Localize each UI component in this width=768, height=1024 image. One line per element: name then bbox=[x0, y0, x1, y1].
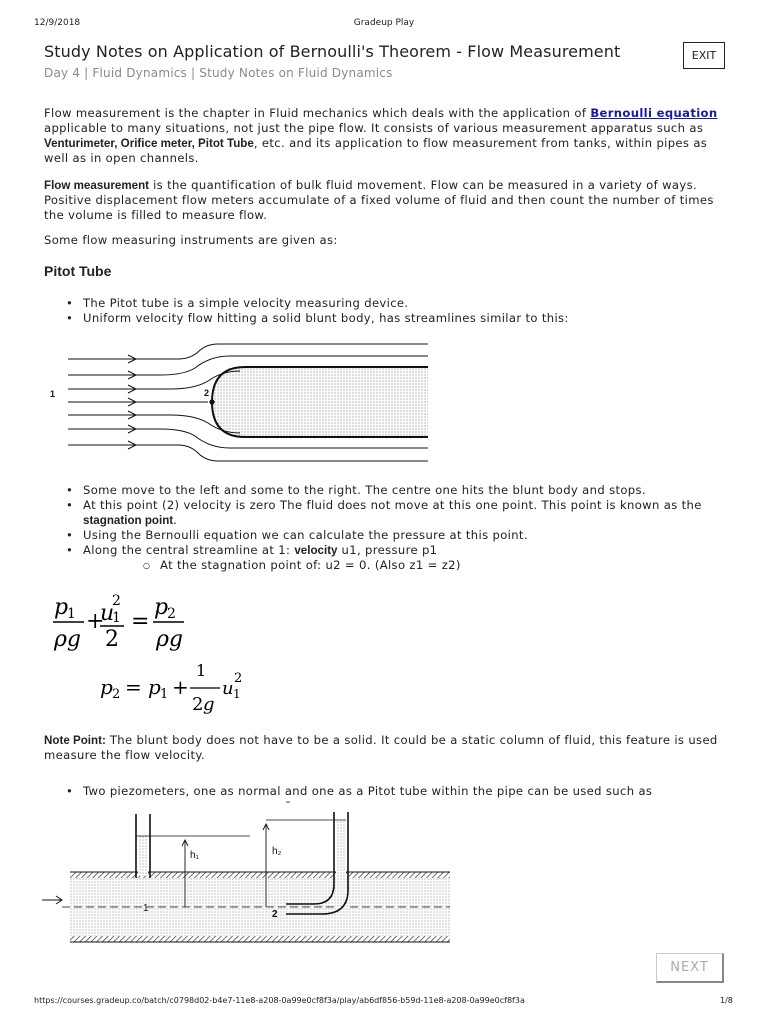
print-page-number: 1/8 bbox=[720, 996, 733, 1005]
note-point-label: Note Point: bbox=[44, 734, 106, 747]
svg-text:1: 1 bbox=[160, 687, 169, 702]
stagnation-text-a: At this point (2) velocity is zero The fluid does not move at this one point. This point is known as the bbox=[83, 498, 702, 512]
equation-1-graphic bbox=[48, 588, 248, 654]
sub-list-item: ○ At the stagnation point of: u2 = 0. (Also z1 = z2) bbox=[83, 558, 734, 573]
definition-paragraph bbox=[44, 178, 724, 223]
stagnation-point-term: stagnation point bbox=[83, 514, 174, 527]
instruments-intro: Some flow measuring instruments are given as: bbox=[44, 233, 338, 247]
pitot-list-1 bbox=[44, 296, 734, 326]
piezometer-pitot-figure bbox=[40, 800, 460, 950]
streamline-bottom-outer bbox=[68, 445, 428, 461]
svg-text:=: = bbox=[125, 675, 142, 699]
exit-button[interactable]: EXIT bbox=[683, 42, 725, 69]
stagnation-text-b: . bbox=[173, 513, 178, 527]
note-point-paragraph bbox=[44, 733, 724, 763]
pitot-tube-heading: Pitot Tube bbox=[44, 263, 112, 279]
svg-text:=: = bbox=[131, 609, 150, 634]
blunt-body-streamline-figure bbox=[40, 335, 440, 470]
svg-text:2: 2 bbox=[167, 606, 176, 622]
piezometer-list bbox=[44, 784, 734, 799]
label-h1: h₁ bbox=[190, 850, 199, 861]
figure1-label-2: 2 bbox=[204, 388, 210, 398]
list-item bbox=[44, 543, 734, 573]
svg-text:u: u bbox=[222, 678, 234, 699]
list-item: • Some move to the left and some to the right. The centre one hits the blunt body and stops. bbox=[44, 483, 734, 498]
bernoulli-equation-link[interactable]: Bernoulli equation bbox=[590, 106, 718, 120]
print-date: 12/9/2018 bbox=[34, 18, 81, 28]
pitot-list-2 bbox=[44, 483, 734, 573]
svg-text:+: + bbox=[172, 675, 189, 699]
svg-text:p: p bbox=[154, 595, 169, 620]
blunt-body-shape bbox=[212, 367, 428, 437]
pitot-fluid bbox=[336, 820, 346, 908]
intro-text-c: , etc. and its application to flow measurement from tanks, within pipes as well as in open channels. bbox=[44, 136, 708, 165]
stagnation-point-dot bbox=[209, 399, 214, 404]
list-item: • The Pitot tube is a simple velocity measuring device. bbox=[44, 296, 734, 311]
streamline-top-outer bbox=[68, 344, 218, 359]
print-app-name: Gradeup Play bbox=[353, 18, 415, 28]
svg-text:2: 2 bbox=[192, 694, 204, 715]
svg-text:g: g bbox=[203, 694, 215, 715]
page-subtitle: Day 4 | Fluid Dynamics | Study Notes on Fluid Dynamics bbox=[44, 66, 393, 80]
velocity-term: velocity bbox=[294, 544, 338, 557]
equation-2-graphic bbox=[96, 656, 286, 716]
svg-text:1: 1 bbox=[112, 610, 121, 626]
definition-text: is the quantification of bulk fluid movement. Flow can be measured in a variety of ways. Positive displacement flow meters accumulate of a fixed volume of fluid and then count the number of times the volume is filled to measure flow. bbox=[44, 178, 714, 222]
flow-arrow bbox=[42, 896, 62, 904]
piezometer-fluid bbox=[138, 836, 148, 876]
list-item: • Two piezometers, one as normal and one as a Pitot tube within the pipe can be used such as bbox=[44, 784, 734, 799]
svg-text:2: 2 bbox=[234, 671, 243, 686]
print-url: https://courses.gradeup.co/batch/c0798d02-b4e7-11e8-a208-0a99e0cf8f3a/play/ab6df856-b59d-11e8-a208-0a99e0cf8f3a bbox=[34, 996, 525, 1005]
svg-text:1: 1 bbox=[233, 687, 241, 701]
label-point-1: 1 bbox=[143, 903, 149, 914]
streamline-text-a: Along the central streamline at 1: bbox=[83, 543, 295, 557]
svg-text:1: 1 bbox=[67, 606, 76, 622]
pipe-wall-top bbox=[70, 872, 450, 878]
figure1-label-1: 1 bbox=[50, 389, 56, 399]
label-h2: h₂ bbox=[272, 846, 282, 857]
svg-text:+: + bbox=[86, 609, 105, 634]
list-item: • Uniform velocity flow hitting a solid blunt body, has streamlines similar to this: bbox=[44, 311, 734, 326]
note-point-text: The blunt body does not have to be a solid. It could be a static column of fluid, this feature is used measure the flow velocity. bbox=[44, 733, 718, 762]
svg-text:2: 2 bbox=[112, 687, 121, 702]
svg-text:u: u bbox=[100, 601, 115, 626]
pipe-wall-bottom bbox=[70, 936, 450, 942]
svg-text:2: 2 bbox=[112, 593, 121, 609]
svg-text:p: p bbox=[100, 675, 113, 699]
svg-text:1: 1 bbox=[196, 661, 207, 680]
next-button[interactable]: NEXT bbox=[656, 953, 724, 983]
svg-text:p: p bbox=[148, 675, 161, 699]
svg-text:2: 2 bbox=[105, 627, 119, 652]
label-point-2: 2 bbox=[272, 909, 278, 920]
svg-text:ρg: ρg bbox=[54, 627, 82, 652]
intro-text-b: applicable to many situations, not just the pipe flow. It consists of various measurement apparatus such as bbox=[44, 121, 704, 135]
intro-text-a: Flow measurement is the chapter in Fluid mechanics which deals with the application of bbox=[44, 106, 591, 120]
intro-paragraph bbox=[44, 106, 724, 166]
definition-bold-term: Flow measurement bbox=[44, 179, 150, 192]
svg-text:p: p bbox=[54, 595, 69, 620]
list-item: • Using the Bernoulli equation we can calculate the pressure at this point. bbox=[44, 528, 734, 543]
svg-text:ρg: ρg bbox=[156, 627, 184, 652]
list-item bbox=[44, 498, 734, 528]
intro-bold-instruments: Venturimeter, Orifice meter, Pitot Tube bbox=[44, 137, 254, 150]
streamline-text-b: u1, pressure p1 bbox=[337, 543, 438, 557]
sub-list bbox=[83, 558, 734, 573]
page-title: Study Notes on Application of Bernoulli's Theorem - Flow Measurement bbox=[44, 42, 621, 61]
